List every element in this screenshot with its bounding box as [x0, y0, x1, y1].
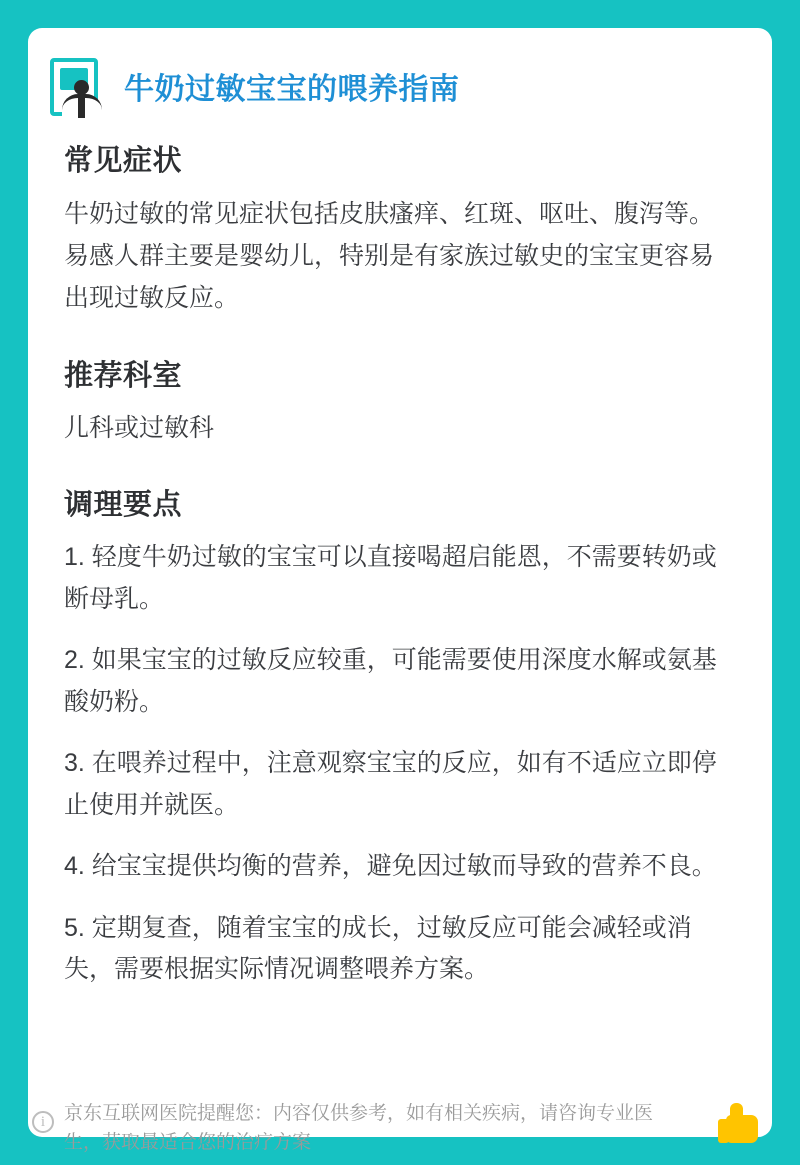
care-points-list — [64, 537, 736, 991]
document-person-icon — [50, 58, 110, 122]
list-item: 2. 如果宝宝的过敏反应较重，可能需要使用深度水解或氨基酸奶粉。 — [64, 646, 717, 716]
disclaimer-text: 京东互联网医院提醒您：内容仅供参考，如有相关疾病，请咨询专业医生，获取最适合您的治疗方案 — [64, 1103, 654, 1154]
thumbs-up-cuff-shape — [718, 1119, 729, 1143]
thumbs-up-palm-shape — [726, 1115, 758, 1143]
list-item: 1. 轻度牛奶过敏的宝宝可以直接喝超启能恩，不需要转奶或断母乳。 — [64, 543, 717, 613]
page-title: 牛奶过敏宝宝的喂养指南 — [124, 73, 460, 106]
article-content — [64, 138, 736, 1011]
section-text-department: 儿科或过敏科 — [64, 414, 215, 442]
info-icon: i — [32, 1111, 54, 1133]
section-heading-symptoms: 常见症状 — [64, 145, 183, 177]
person-head-shape — [74, 80, 89, 95]
person-body-shape — [62, 94, 102, 120]
section-heading-care-points: 调理要点 — [64, 489, 183, 521]
section-heading-department: 推荐科室 — [64, 360, 183, 392]
list-item: 3. 在喂养过程中，注意观察宝宝的反应，如有不适应立即停止使用并就医。 — [64, 749, 717, 819]
list-item: 5. 定期复查，随着宝宝的成长，过敏反应可能会减轻或消失，需要根据实际情况调整喂养方案。 — [64, 913, 692, 983]
footer-disclaimer-bar — [28, 1079, 772, 1165]
list-item: 4. 给宝宝提供均衡的营养，避免因过敏而导致的营养不良。 — [64, 852, 717, 880]
thumbs-up-icon[interactable] — [718, 1103, 764, 1145]
section-text-symptoms: 牛奶过敏的常见症状包括皮肤瘙痒、红斑、呕吐、腹泻等。易感人群主要是婴幼儿，特别是有家族过敏史的宝宝更容易出现过敏反应。 — [64, 200, 715, 312]
article-card — [28, 28, 772, 1137]
